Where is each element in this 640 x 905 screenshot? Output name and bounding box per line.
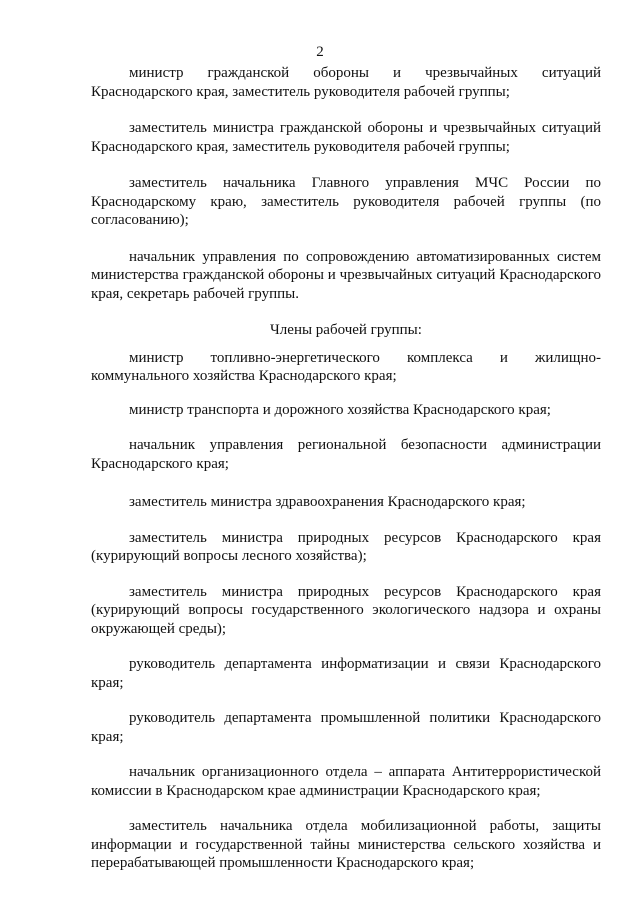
member-item: заместитель министра природных ресурсов Краснодарского края (курирующий вопросы лесного хозяйства); bbox=[91, 529, 601, 564]
members-heading: Члены рабочей группы: bbox=[270, 322, 422, 338]
leadership-item-deputy-minister: заместитель министра гражданской обороны и чрезвычайных ситуаций Краснодарского края, заместитель руководителя рабочей группы; bbox=[91, 120, 601, 155]
document-body bbox=[91, 64, 601, 873]
member-item: министр топливно-энергетического комплекса и жилищно-коммунального хозяйства Краснодарского края; bbox=[91, 349, 601, 384]
member-item: заместитель министра природных ресурсов Краснодарского края (курирующий вопросы государственного экологического надзора и охраны окружающей среды); bbox=[91, 583, 601, 637]
member-item: заместитель министра здравоохранения Краснодарского края; bbox=[129, 494, 526, 510]
leadership-item-mchs-deputy: заместитель начальника Главного управления МЧС России по Краснодарскому краю, заместитель руководителя рабочей группы (по согласованию); bbox=[91, 175, 601, 228]
member-item: начальник организационного отдела – аппарата Антитеррористической комиссии в Краснодарском крае администрации Краснодарского края; bbox=[91, 764, 601, 799]
member-item: руководитель департамента промышленной политики Краснодарского края; bbox=[91, 710, 601, 745]
page-number: 2 bbox=[316, 44, 324, 60]
member-item: начальник управления региональной безопасности администрации Краснодарского края; bbox=[91, 437, 601, 472]
member-item: министр транспорта и дорожного хозяйства Краснодарского края; bbox=[129, 401, 551, 418]
leadership-item-secretary: начальник управления по сопровождению автоматизированных систем министерства гражданской обороны и чрезвычайных ситуаций Краснодарского края, секретарь рабочей группы. bbox=[91, 248, 601, 302]
member-item: руководитель департамента информатизации и связи Краснодарского края; bbox=[91, 656, 601, 691]
member-item: заместитель начальника отдела мобилизационной работы, защиты информации и государственной тайны министерства сельского хозяйства и перерабатывающей промышленности Краснодарского края; bbox=[91, 818, 601, 871]
leadership-item-minister: министр гражданской обороны и чрезвычайных ситуаций Краснодарского края, заместитель руководителя рабочей группы; bbox=[91, 65, 601, 100]
